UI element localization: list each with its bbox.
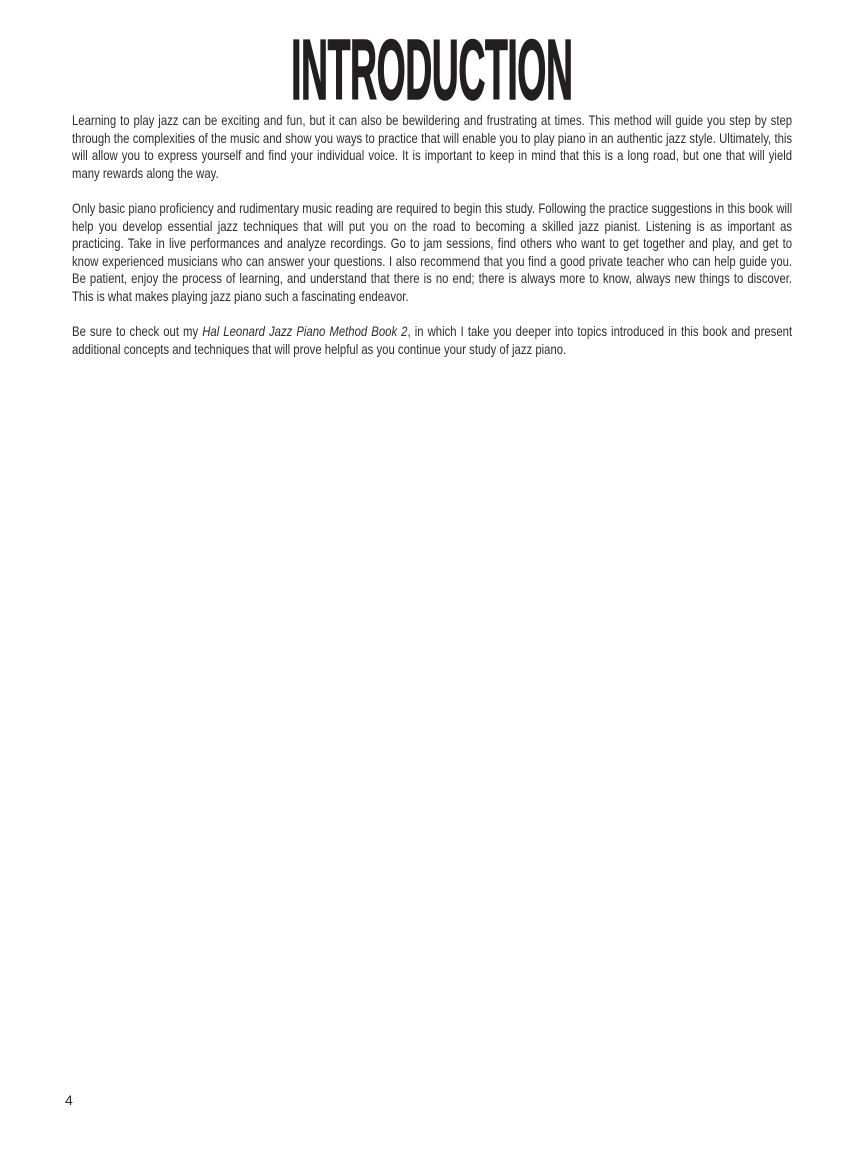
page-number: 4 xyxy=(65,1092,73,1108)
intro-paragraph-3 xyxy=(72,323,792,358)
paragraph-3-tail-text: , in which I take you deeper into topics introduced in this book and present additional concepts and techniques that will prove helpful as you continue your study of jazz piano. xyxy=(72,323,793,357)
page-title-wrap xyxy=(0,23,864,118)
intro-body-text xyxy=(72,112,792,358)
intro-paragraph-2: Only basic piano proficiency and rudimentary music reading are required to begin this study. Following the practice suggestions in this book will help you develop essential jazz techniques that will put you on the road to becoming a skilled jazz pianist. Listening is as important as practicing. Take in live performances and analyze recordings. Go to jam sessions, find others who want to get together and play, and get to know experienced musicians who can answer your questions. I also recommend that you find a good private teacher who can help guide you. Be patient, enjoy the process of learning, and understand that there is no end; there is always more to know, always new things to discover. This is what makes playing jazz piano such a fascinating endeavor. xyxy=(72,200,793,304)
book-title-reference: Hal Leonard Jazz Piano Method Book 2 xyxy=(202,323,408,339)
page-title: INTRODUCTION xyxy=(291,23,573,118)
intro-paragraph-1: Learning to play jazz can be exciting and fun, but it can also be bewildering and frustrating at times. This method will guide you step by step through the complexities of the music and show you ways to practice that will enable you to play piano in an authentic jazz style. Ultimately, this will allow you to express yourself and find your individual voice. It is important to keep in mind that this is a long road, but one that will yield many rewards along the way. xyxy=(72,112,793,181)
paragraph-3-lead-text: Be sure to check out my xyxy=(72,323,203,339)
